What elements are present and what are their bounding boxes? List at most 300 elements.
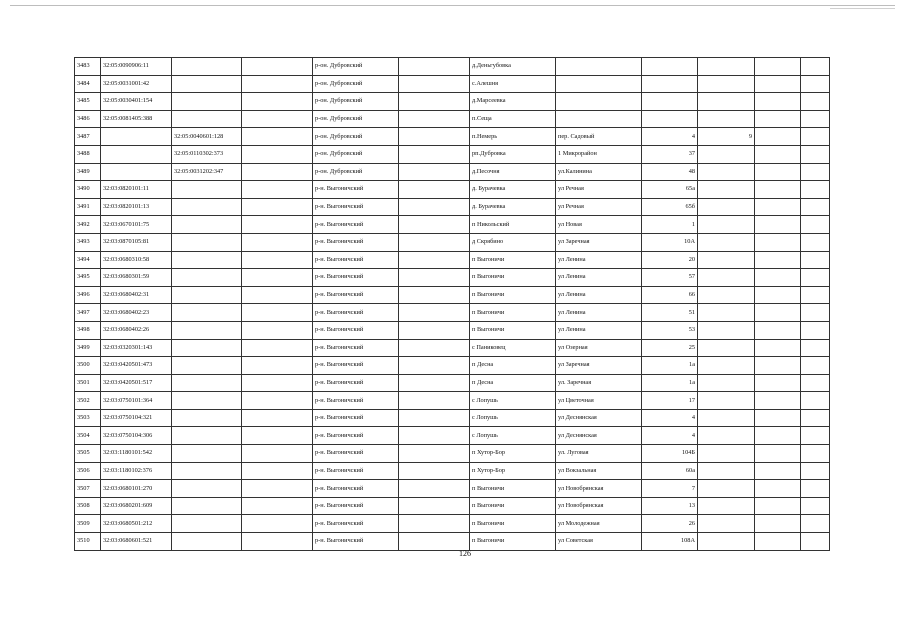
cell-street: ул Новобрянская: [556, 480, 642, 498]
table-row: [75, 374, 830, 392]
cell-locality: п Выгоничи: [470, 269, 556, 287]
cell-empty: [755, 533, 801, 551]
cell-cadastral-number-alt: [172, 181, 242, 199]
cell-house-number: [642, 93, 698, 111]
cell-empty: [399, 145, 470, 163]
cell-cadastral-number: 32:03:0680601:521: [101, 533, 172, 551]
cell-cadastral-number-alt: [172, 75, 242, 93]
cell-locality: п Выгоничи: [470, 251, 556, 269]
cell-locality: п.Сеща: [470, 110, 556, 128]
cell-empty: [755, 480, 801, 498]
cell-locality: с Лопушь: [470, 409, 556, 427]
cell-cadastral-number-alt: [172, 392, 242, 410]
cell-row-number: 3509: [75, 515, 101, 533]
cell-locality: с Паниковец: [470, 339, 556, 357]
cell-locality: п Выгоничи: [470, 286, 556, 304]
cell-empty: [801, 339, 830, 357]
cell-cadastral-number-alt: 32:05:0031202:347: [172, 163, 242, 181]
cell-cadastral-number: 32:03:0680402:26: [101, 321, 172, 339]
cell-empty: [801, 427, 830, 445]
cell-empty: [755, 269, 801, 287]
cell-cadastral-number-alt: [172, 339, 242, 357]
cell-cadastral-number: 32:03:0680301:59: [101, 269, 172, 287]
table-row: [75, 497, 830, 515]
cell-cadastral-number: 32:03:0820101:13: [101, 198, 172, 216]
cell-empty: [242, 462, 313, 480]
cell-cadastral-number: [101, 128, 172, 146]
cell-house-number: 4: [642, 427, 698, 445]
cell-street: ул Новобрянская: [556, 497, 642, 515]
cell-empty: [399, 181, 470, 199]
cell-empty: [242, 286, 313, 304]
cell-apartment: [698, 392, 755, 410]
cell-cadastral-number: 32:05:0031001:42: [101, 75, 172, 93]
cell-cadastral-number: 32:03:0680201:609: [101, 497, 172, 515]
cell-district: р-н. Выгоничский: [313, 445, 399, 463]
cell-apartment: [698, 480, 755, 498]
cell-empty: [801, 269, 830, 287]
cell-street: ул Ленина: [556, 286, 642, 304]
cell-empty: [801, 145, 830, 163]
table-row: [75, 58, 830, 76]
cell-cadastral-number-alt: [172, 110, 242, 128]
cell-locality: с.Алешня: [470, 75, 556, 93]
cell-cadastral-number-alt: [172, 533, 242, 551]
cell-street: ул Озерная: [556, 339, 642, 357]
cell-house-number: 53: [642, 321, 698, 339]
cell-empty: [242, 445, 313, 463]
cell-street: ул Ленина: [556, 251, 642, 269]
cell-locality: п Хутор-Бор: [470, 462, 556, 480]
cell-house-number: 51: [642, 304, 698, 322]
cell-cadastral-number: 32:03:0680101:270: [101, 480, 172, 498]
cell-apartment: [698, 233, 755, 251]
cell-row-number: 3484: [75, 75, 101, 93]
cell-locality: д.Песочня: [470, 163, 556, 181]
cell-locality: п Выгоничи: [470, 533, 556, 551]
cell-empty: [755, 286, 801, 304]
cell-empty: [755, 145, 801, 163]
cell-street: ул Советская: [556, 533, 642, 551]
cell-row-number: 3502: [75, 392, 101, 410]
table-row: [75, 515, 830, 533]
cell-apartment: [698, 75, 755, 93]
cell-cadastral-number: 32:03:0750104:321: [101, 409, 172, 427]
cell-empty: [399, 198, 470, 216]
cell-cadastral-number: 32:03:1180101:542: [101, 445, 172, 463]
cell-house-number: 66: [642, 286, 698, 304]
cell-street: ул.Калинина: [556, 163, 642, 181]
cell-empty: [242, 321, 313, 339]
cell-district: р-н. Выгоничский: [313, 286, 399, 304]
table-row: [75, 392, 830, 410]
cell-locality: п Никольский: [470, 216, 556, 234]
cell-apartment: [698, 198, 755, 216]
table-row: [75, 163, 830, 181]
cell-district: р-н. Выгоничский: [313, 198, 399, 216]
cell-street: [556, 93, 642, 111]
cell-street: ул Деснянская: [556, 427, 642, 445]
cell-house-number: 20: [642, 251, 698, 269]
cell-empty: [242, 181, 313, 199]
cell-empty: [399, 339, 470, 357]
cell-row-number: 3489: [75, 163, 101, 181]
page-top-rule: [10, 5, 895, 6]
cell-empty: [755, 392, 801, 410]
cell-empty: [242, 427, 313, 445]
cell-district: р-н. Выгоничский: [313, 181, 399, 199]
cell-house-number: 17: [642, 392, 698, 410]
cell-district: р-н. Выгоничский: [313, 480, 399, 498]
table-row: [75, 128, 830, 146]
cell-empty: [801, 321, 830, 339]
cell-empty: [399, 269, 470, 287]
cell-cadastral-number-alt: [172, 462, 242, 480]
cell-empty: [801, 497, 830, 515]
cell-district: р-н. Выгоничский: [313, 374, 399, 392]
cell-row-number: 3495: [75, 269, 101, 287]
cell-cadastral-number-alt: [172, 269, 242, 287]
cell-district: р-н. Выгоничский: [313, 321, 399, 339]
cell-cadastral-number-alt: [172, 93, 242, 111]
cell-apartment: [698, 304, 755, 322]
cell-cadastral-number-alt: 32:05:0040601:128: [172, 128, 242, 146]
cell-empty: [755, 339, 801, 357]
cell-apartment: 9: [698, 128, 755, 146]
cell-cadastral-number: 32:03:0420501:473: [101, 357, 172, 375]
cell-street: ул Речная: [556, 181, 642, 199]
cell-street: 1 Микрорайон: [556, 145, 642, 163]
cell-empty: [242, 93, 313, 111]
cell-cadastral-number: 32:03:0820101:11: [101, 181, 172, 199]
cell-district: р-он. Дубровский: [313, 128, 399, 146]
cell-district: р-н. Выгоничский: [313, 497, 399, 515]
cell-row-number: 3491: [75, 198, 101, 216]
cell-empty: [801, 480, 830, 498]
cell-empty: [242, 392, 313, 410]
cell-empty: [399, 251, 470, 269]
cell-empty: [755, 233, 801, 251]
cell-empty: [399, 497, 470, 515]
cell-empty: [755, 374, 801, 392]
cell-apartment: [698, 445, 755, 463]
table-row: [75, 181, 830, 199]
cell-empty: [242, 357, 313, 375]
cell-apartment: [698, 321, 755, 339]
cell-district: р-н. Выгоничский: [313, 409, 399, 427]
cell-cadastral-number: 32:03:1180102:376: [101, 462, 172, 480]
cell-empty: [242, 128, 313, 146]
cell-cadastral-number-alt: [172, 58, 242, 76]
cell-empty: [801, 128, 830, 146]
cell-house-number: 1: [642, 216, 698, 234]
cell-apartment: [698, 533, 755, 551]
cell-empty: [755, 75, 801, 93]
cell-cadastral-number-alt: [172, 251, 242, 269]
cell-house-number: 65а: [642, 181, 698, 199]
cell-row-number: 3507: [75, 480, 101, 498]
cell-street: ул Заречная: [556, 233, 642, 251]
cell-empty: [755, 445, 801, 463]
cell-house-number: 104Б: [642, 445, 698, 463]
cell-cadastral-number: 32:03:0680402:23: [101, 304, 172, 322]
cell-empty: [755, 110, 801, 128]
table-row: [75, 216, 830, 234]
cell-locality: д.Деньгубовка: [470, 58, 556, 76]
cell-empty: [755, 497, 801, 515]
cell-empty: [801, 163, 830, 181]
cell-row-number: 3501: [75, 374, 101, 392]
cell-district: р-н. Выгоничский: [313, 304, 399, 322]
cell-row-number: 3504: [75, 427, 101, 445]
cell-empty: [242, 75, 313, 93]
cell-street: ул Деснянская: [556, 409, 642, 427]
cell-cadastral-number: 32:05:0081405:388: [101, 110, 172, 128]
cell-apartment: [698, 374, 755, 392]
cell-cadastral-number-alt: [172, 321, 242, 339]
cell-cadastral-number: 32:03:0680310:58: [101, 251, 172, 269]
cell-cadastral-number-alt: [172, 515, 242, 533]
cell-house-number: [642, 75, 698, 93]
cell-empty: [755, 128, 801, 146]
cell-empty: [399, 233, 470, 251]
cell-empty: [399, 321, 470, 339]
cell-row-number: 3506: [75, 462, 101, 480]
cell-empty: [242, 269, 313, 287]
cell-empty: [242, 480, 313, 498]
cell-locality: п Выгоничи: [470, 480, 556, 498]
cell-district: р-н. Выгоничский: [313, 357, 399, 375]
cell-cadastral-number: 32:03:0680402:31: [101, 286, 172, 304]
cell-row-number: 3503: [75, 409, 101, 427]
cell-row-number: 3496: [75, 286, 101, 304]
cell-locality: с Лопушь: [470, 427, 556, 445]
cell-house-number: 1а: [642, 357, 698, 375]
cell-cadastral-number: 32:03:0670101:75: [101, 216, 172, 234]
cell-empty: [399, 462, 470, 480]
cell-empty: [399, 110, 470, 128]
cell-street: [556, 58, 642, 76]
cell-row-number: 3483: [75, 58, 101, 76]
cell-empty: [801, 304, 830, 322]
cell-locality: п.Немерь: [470, 128, 556, 146]
cell-empty: [399, 533, 470, 551]
cell-empty: [801, 286, 830, 304]
cell-cadastral-number-alt: [172, 445, 242, 463]
cell-apartment: [698, 357, 755, 375]
cell-empty: [801, 110, 830, 128]
cell-empty: [801, 533, 830, 551]
cell-cadastral-number-alt: [172, 216, 242, 234]
cell-row-number: 3492: [75, 216, 101, 234]
cell-street: ул. Луговая: [556, 445, 642, 463]
cell-apartment: [698, 181, 755, 199]
table-row: [75, 110, 830, 128]
cell-empty: [755, 93, 801, 111]
cell-empty: [755, 321, 801, 339]
cell-street: [556, 110, 642, 128]
cell-empty: [755, 427, 801, 445]
cell-empty: [399, 515, 470, 533]
cell-empty: [801, 445, 830, 463]
cell-cadastral-number-alt: [172, 357, 242, 375]
cell-locality: д. Бурачевка: [470, 181, 556, 199]
table-row: [75, 427, 830, 445]
cell-empty: [801, 93, 830, 111]
cell-district: р-н. Выгоничский: [313, 339, 399, 357]
cell-empty: [755, 198, 801, 216]
cell-cadastral-number-alt: [172, 409, 242, 427]
cell-house-number: [642, 110, 698, 128]
cell-district: р-он. Дубровский: [313, 75, 399, 93]
cell-house-number: 7: [642, 480, 698, 498]
cell-cadastral-number: 32:03:0870105:81: [101, 233, 172, 251]
cell-locality: п Десна: [470, 357, 556, 375]
cell-street: ул. Заречная: [556, 374, 642, 392]
table-row: [75, 145, 830, 163]
cell-district: р-н. Выгоничский: [313, 533, 399, 551]
cell-apartment: [698, 286, 755, 304]
cell-cadastral-number: 32:05:0090906:11: [101, 58, 172, 76]
cell-empty: [755, 181, 801, 199]
cell-district: р-он. Дубровский: [313, 145, 399, 163]
cell-empty: [242, 339, 313, 357]
cell-empty: [755, 515, 801, 533]
cell-empty: [399, 480, 470, 498]
cell-district: р-он. Дубровский: [313, 110, 399, 128]
cell-cadastral-number: 32:03:0750104:306: [101, 427, 172, 445]
cell-house-number: 48: [642, 163, 698, 181]
cell-cadastral-number-alt: [172, 480, 242, 498]
page-top-rule-right: [830, 8, 895, 9]
table-row: [75, 233, 830, 251]
cell-row-number: 3493: [75, 233, 101, 251]
property-register-table: [74, 57, 830, 551]
cell-empty: [399, 93, 470, 111]
cell-row-number: 3487: [75, 128, 101, 146]
cell-row-number: 3494: [75, 251, 101, 269]
cell-apartment: [698, 515, 755, 533]
cell-cadastral-number-alt: [172, 233, 242, 251]
table-row: [75, 533, 830, 551]
table-row: [75, 286, 830, 304]
cell-district: р-он. Дубровский: [313, 58, 399, 76]
cell-cadastral-number-alt: [172, 427, 242, 445]
cell-house-number: 108А: [642, 533, 698, 551]
cell-row-number: 3490: [75, 181, 101, 199]
cell-district: р-н. Выгоничский: [313, 427, 399, 445]
cell-row-number: 3505: [75, 445, 101, 463]
cell-apartment: [698, 409, 755, 427]
cell-empty: [242, 233, 313, 251]
cell-house-number: 4: [642, 409, 698, 427]
cell-empty: [755, 462, 801, 480]
register-body: [75, 58, 830, 551]
cell-empty: [399, 75, 470, 93]
cell-locality: п Выгоничи: [470, 321, 556, 339]
cell-empty: [755, 216, 801, 234]
cell-row-number: 3499: [75, 339, 101, 357]
cell-empty: [242, 145, 313, 163]
cell-district: р-н. Выгоничский: [313, 269, 399, 287]
cell-empty: [801, 392, 830, 410]
cell-cadastral-number-alt: 32:05:0110302:373: [172, 145, 242, 163]
cell-empty: [801, 233, 830, 251]
cell-empty: [801, 216, 830, 234]
cell-street: пер. Садовый: [556, 128, 642, 146]
cell-cadastral-number-alt: [172, 374, 242, 392]
cell-house-number: 60а: [642, 462, 698, 480]
cell-district: р-н. Выгоничский: [313, 233, 399, 251]
table-row: [75, 269, 830, 287]
cell-empty: [242, 497, 313, 515]
cell-cadastral-number: 32:05:0030401:154: [101, 93, 172, 111]
cell-empty: [755, 58, 801, 76]
cell-district: р-он. Дубровский: [313, 163, 399, 181]
cell-empty: [399, 163, 470, 181]
cell-district: р-н. Выгоничский: [313, 392, 399, 410]
cell-house-number: 1а: [642, 374, 698, 392]
cell-empty: [399, 304, 470, 322]
cell-cadastral-number-alt: [172, 304, 242, 322]
cell-row-number: 3486: [75, 110, 101, 128]
cell-apartment: [698, 497, 755, 515]
cell-apartment: [698, 145, 755, 163]
cell-empty: [242, 163, 313, 181]
cell-cadastral-number: 32:03:0320301:143: [101, 339, 172, 357]
cell-street: ул Ленина: [556, 269, 642, 287]
table-row: [75, 251, 830, 269]
cell-house-number: 57: [642, 269, 698, 287]
table-row: [75, 357, 830, 375]
cell-empty: [242, 409, 313, 427]
table-row: [75, 480, 830, 498]
cell-empty: [399, 286, 470, 304]
cell-empty: [801, 374, 830, 392]
cell-empty: [399, 128, 470, 146]
cell-street: ул Молодежная: [556, 515, 642, 533]
cell-empty: [242, 58, 313, 76]
cell-empty: [242, 533, 313, 551]
cell-apartment: [698, 216, 755, 234]
cell-cadastral-number-alt: [172, 497, 242, 515]
cell-row-number: 3500: [75, 357, 101, 375]
cell-empty: [801, 75, 830, 93]
page-number: 126: [459, 549, 471, 558]
cell-house-number: 4: [642, 128, 698, 146]
cell-apartment: [698, 427, 755, 445]
cell-locality: п Выгоничи: [470, 304, 556, 322]
cell-empty: [242, 304, 313, 322]
cell-apartment: [698, 462, 755, 480]
cell-empty: [801, 251, 830, 269]
cell-locality: д Скрябино: [470, 233, 556, 251]
cell-locality: п Десна: [470, 374, 556, 392]
cell-empty: [242, 251, 313, 269]
cell-apartment: [698, 93, 755, 111]
cell-empty: [242, 515, 313, 533]
cell-locality: п Хутор-Бор: [470, 445, 556, 463]
cell-apartment: [698, 269, 755, 287]
cell-empty: [755, 163, 801, 181]
cell-street: ул Ленина: [556, 304, 642, 322]
table-row: [75, 75, 830, 93]
cell-street: ул Заречная: [556, 357, 642, 375]
cell-empty: [801, 198, 830, 216]
cell-cadastral-number: 32:03:0680501:212: [101, 515, 172, 533]
cell-locality: д.Марсеевка: [470, 93, 556, 111]
table-row: [75, 321, 830, 339]
